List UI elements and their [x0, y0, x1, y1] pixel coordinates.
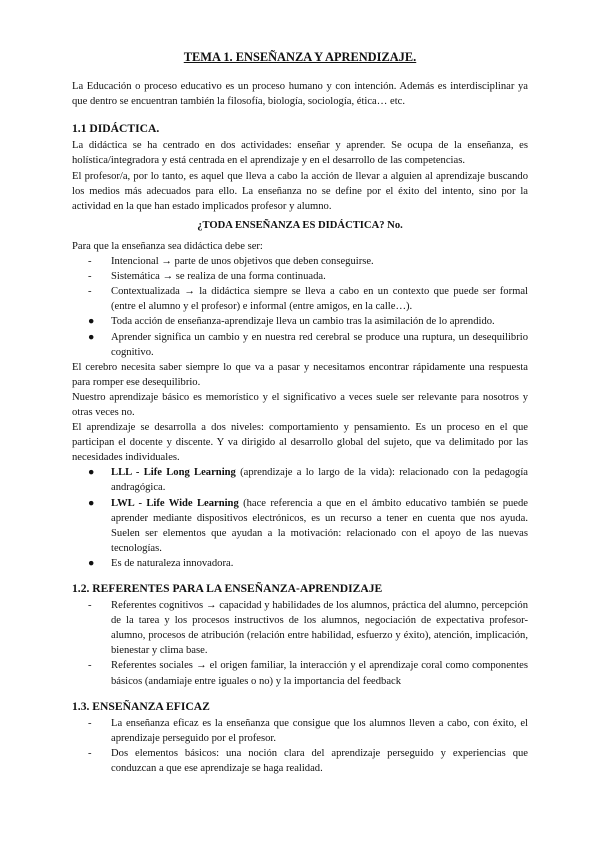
list-marker: -	[88, 717, 92, 729]
list-item	[72, 284, 528, 314]
list-item-text: Toda acción de enseñanza-aprendizaje lleva un cambio tras la asimilación de lo aprendido.	[111, 316, 495, 328]
list-item	[72, 746, 528, 776]
list-lead: Para que la enseñanza sea didáctica debe ser:	[72, 240, 263, 252]
list-item	[72, 598, 528, 658]
list-item	[72, 556, 528, 571]
effective-teaching-list	[72, 716, 528, 776]
list-item-text: Contextualizada → la didáctica siempre se lleva a cabo en un contexto que puede ser formal (entre el alumno y el profesor) e informal (entre amigos, en la calle…).	[111, 286, 528, 313]
list-item	[72, 496, 528, 556]
list-item-term: LWL - Life Wide Learning	[111, 497, 239, 509]
paragraph: La didáctica se ha centrado en dos actividades: enseñar y aprender. Se ocupa de la enseñanza, es holística/integradora y está centrada en el aprendizaje y en el desarrollo de las competencias.	[72, 140, 528, 167]
list-marker: ●	[88, 331, 95, 343]
paragraph: Nuestro aprendizaje básico es memorístico y el significativo a veces suele ser relevante para nosotros y otras veces no.	[72, 391, 528, 418]
list-marker: -	[88, 271, 92, 283]
intro-paragraph: La Educación o proceso educativo es un proceso humano y con intención. Además es interdisciplinar ya que dentro se encuentran también la filosofía, biología, sociología, ética… etc.	[72, 81, 528, 108]
list-item-text: La enseñanza eficaz es la enseñanza que consigue que los alumnos lleven a cabo, con éxito, el aprendizaje perseguido por el profesor.	[111, 717, 528, 744]
list-item-text: Dos elementos básicos: una noción clara del aprendizaje perseguido y experiencias que conduzcan a que ese aprendizaje se haga realidad.	[111, 747, 528, 775]
list-item-text: Aprender significa un cambio y en nuestra red cerebral se produce una ruptura, un desequilibrio cognitivo.	[111, 331, 528, 358]
list-item-text: (aprendizaje a lo largo de la vida): relacionado con la pedagogía andragógica.	[111, 467, 528, 494]
list-marker: ●	[88, 557, 95, 569]
referents-list	[72, 598, 528, 689]
list-marker: -	[88, 600, 92, 612]
subheading: ¿TODA ENSEÑANZA ES DIDÁCTICA? No.	[197, 219, 403, 231]
list-item	[72, 716, 528, 746]
list-item	[72, 330, 528, 360]
list-item-text: Intencional → parte de unos objetivos que deben conseguirse.	[111, 256, 374, 268]
list-marker: -	[88, 660, 92, 672]
document-title: TEMA 1. ENSEÑANZA Y APRENDIZAJE.	[183, 50, 417, 64]
list-marker: ●	[88, 316, 95, 328]
paragraph: El cerebro necesita saber siempre lo que va a pasar y necesitamos encontrar rápidamente una respuesta para romper ese desequilibrio.	[72, 361, 528, 388]
list-item-text: Referentes cognitivos → capacidad y habilidades de los alumnos, práctica del alumno, percepción de la tarea y los procesos instructivos de los alumnos, negociación de expectativa profesor-alumno, procesos de atribución (relación entre habilidad, esfuerzo y éxito), atención, implicación, bienestar y clima base.	[111, 600, 528, 657]
list-item-text: (hace referencia a que en el ámbito educativo también se puede aprender mediante dispositivos electrónicos, es un recurso a tener en cuenta que nos ayuda. Suelen ser elementos que ayudan a la motivación: relacionado con el apoyo de las nuevas tecnologías.	[111, 497, 528, 554]
list-item-text: Es de naturaleza innovadora.	[111, 557, 234, 569]
list-item	[72, 314, 528, 329]
list-marker: -	[88, 256, 92, 268]
section-heading-1-3: 1.3. ENSEÑANZA EFICAZ	[72, 699, 210, 713]
section-heading-1-2: 1.2. REFERENTES PARA LA ENSEÑANZA-APRENDIZAJE	[72, 582, 383, 595]
paragraph: El profesor/a, por lo tanto, es aquel que lleva a cabo la acción de llevar a alguien al aprendizaje buscando los medios más adecuados para ello. La enseñanza no se define por el éxito del intento, sino por la actividad en la que han estado implicados profesor y alumno.	[72, 170, 528, 212]
list-item	[72, 254, 528, 269]
list-item-text: Sistemática → se realiza de una forma continuada.	[111, 271, 326, 283]
list-item-text: Referentes sociales → el origen familiar, la interacción y el aprendizaje coral como componentes básicos (andamiaje entre iguales o no) y la importancia del feedback	[111, 660, 528, 687]
list-item	[72, 465, 528, 495]
learning-list	[72, 465, 528, 571]
paragraph: El aprendizaje se desarrolla a dos niveles: comportamiento y pensamiento. Es un proceso en el que participan el docente y discente. Y va dirigido al desarrollo global del sujeto, que va delimitado por las necesidades individuales.	[72, 422, 528, 464]
list-marker: ●	[88, 497, 95, 509]
list-item	[72, 658, 528, 688]
list-marker: -	[88, 747, 92, 759]
list-item-term: LLL - Life Long Learning	[111, 467, 236, 479]
list-item	[72, 269, 528, 284]
list-marker: ●	[88, 467, 95, 479]
list-marker: -	[88, 286, 92, 298]
didactic-list	[72, 254, 528, 360]
section-heading-1-1: 1.1 DIDÁCTICA.	[72, 122, 160, 136]
